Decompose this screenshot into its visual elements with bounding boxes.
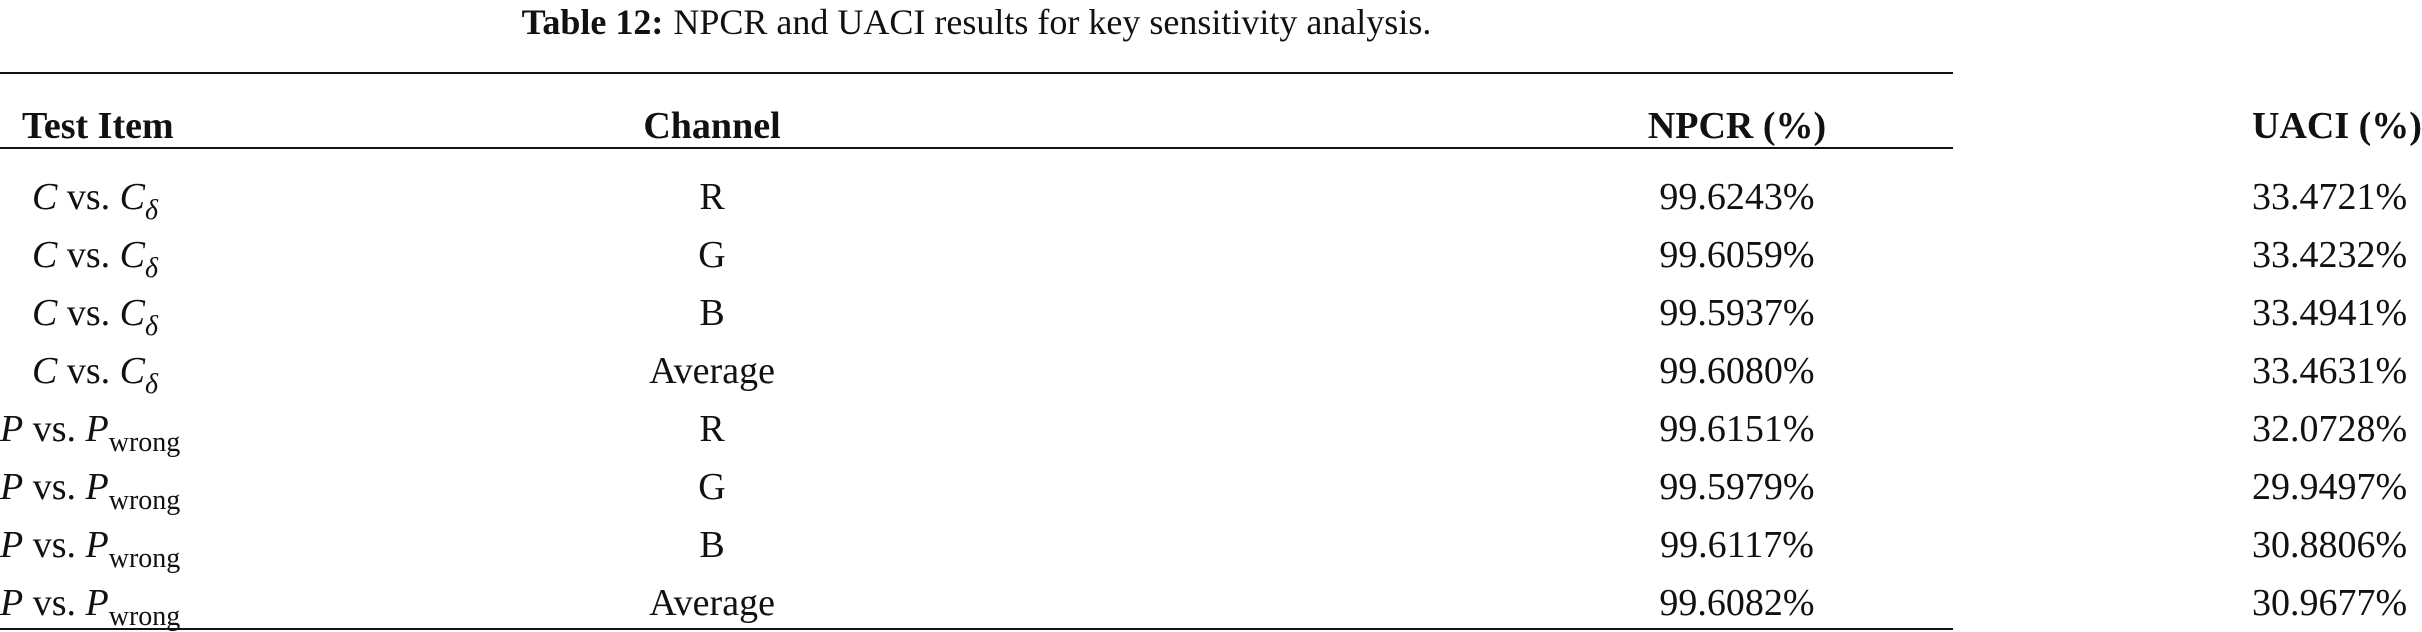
caption-text: NPCR and UACI results for key sensitivity analysis. <box>673 2 1432 42</box>
npcr-cell: 99.6117% <box>1660 524 1814 566</box>
item-rhs: P <box>85 466 109 508</box>
npcr-cell: 99.6059% <box>1659 234 1815 276</box>
item-lhs: P <box>0 408 24 450</box>
table-row: C vs. $C_\delta$ Average 99.6080% 33.4631% <box>0 342 2252 400</box>
item-subscript: δ <box>145 253 159 284</box>
item-subscript: wrong <box>108 543 181 574</box>
channel-cell: Average <box>649 582 775 624</box>
table-row: C vs. $C_\delta$ R 99.6243% 33.4721% <box>0 158 2252 226</box>
header-row: Test Item Channel NPCR (%) UACI (%) <box>0 0 2252 158</box>
item-lhs: C <box>32 176 58 218</box>
item-subscript: wrong <box>108 427 181 458</box>
channel-cell: Average <box>649 350 775 392</box>
channel-cell: B <box>699 524 725 566</box>
item-rhs: C <box>119 350 146 392</box>
header-channel: Channel <box>643 105 781 147</box>
item-vs: vs. <box>66 234 111 276</box>
header-npcr: NPCR (%) <box>1647 105 1827 147</box>
item-vs: vs. <box>32 408 77 450</box>
item-lhs: P <box>0 466 24 508</box>
table-row: C vs. $C_\delta$ G 99.6059% 33.4232% <box>0 226 2252 284</box>
npcr-cell: 99.6243% <box>1659 176 1815 218</box>
item-rhs: C <box>119 234 146 276</box>
npcr-cell: 99.5979% <box>1659 466 1815 508</box>
item-lhs: C <box>32 234 58 276</box>
item-lhs: C <box>32 292 58 334</box>
channel-cell: G <box>698 234 726 276</box>
table-row: P vs. $P_{wrong}$ G 99.5979% 29.9497% <box>0 458 2252 516</box>
test-item-cell <box>0 400 352 458</box>
item-subscript: δ <box>145 369 159 400</box>
test-item-cell <box>0 574 352 632</box>
item-vs: vs. <box>66 292 111 334</box>
item-lhs: P <box>0 524 24 566</box>
channel-cell: G <box>698 466 726 508</box>
table-row: C vs. $C_\delta$ B 99.5937% 33.4941% <box>0 284 2252 342</box>
npcr-cell: 99.6082% <box>1659 582 1815 624</box>
item-rhs: C <box>119 176 146 218</box>
table-row: P vs. $P_{wrong}$ B 99.6117% 30.8806% <box>0 516 2252 574</box>
item-subscript: wrong <box>108 601 181 632</box>
test-item-cell <box>0 158 352 226</box>
item-vs: vs. <box>32 524 77 566</box>
test-item-cell <box>0 284 352 342</box>
table-row: P vs. $P_{wrong}$ R 99.6151% 32.0728% <box>0 400 2252 458</box>
item-vs: vs. <box>66 176 111 218</box>
table-row: P vs. $P_{wrong}$ Average 99.6082% 30.9677% <box>0 574 2252 632</box>
item-lhs: P <box>0 582 24 624</box>
test-item-cell <box>0 226 352 284</box>
item-vs: vs. <box>32 582 77 624</box>
item-rhs: P <box>85 582 109 624</box>
npcr-cell: 99.5937% <box>1659 292 1815 334</box>
item-vs: vs. <box>32 466 77 508</box>
caption-label: Table 12: <box>521 2 664 42</box>
npcr-cell: 99.6151% <box>1659 408 1815 450</box>
header-test-item: Test Item <box>22 105 174 147</box>
channel-cell: B <box>699 292 725 334</box>
item-subscript: δ <box>145 195 159 226</box>
channel-cell: R <box>699 176 725 218</box>
test-item-cell <box>0 458 352 516</box>
item-rhs: P <box>85 524 109 566</box>
npcr-cell: 99.6080% <box>1659 350 1815 392</box>
item-subscript: wrong <box>108 485 181 516</box>
test-item-cell <box>0 516 352 574</box>
test-item-cell <box>0 342 352 400</box>
item-rhs: C <box>119 292 146 334</box>
item-rhs: P <box>85 408 109 450</box>
item-subscript: δ <box>145 311 159 342</box>
item-vs: vs. <box>66 350 111 392</box>
channel-cell: R <box>699 408 725 450</box>
item-lhs: C <box>32 350 58 392</box>
